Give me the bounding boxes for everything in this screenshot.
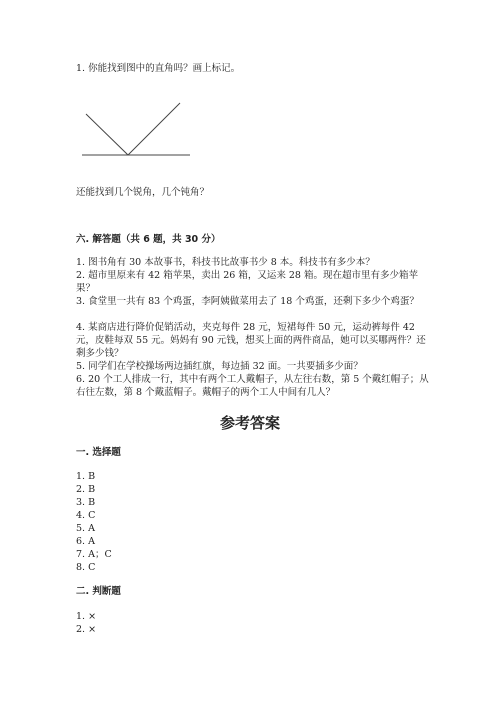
question-1-followup: 还能找到几个锐角，几个钝角？ bbox=[76, 187, 210, 198]
problem-2: 2. 超市里原来有 42 箱苹果，卖出 26 箱，又运来 28 箱。现在超市里有多少箱苹果？ bbox=[76, 270, 418, 294]
problem-6: 6. 20 个工人排成一行，其中有两个工人戴帽子，从左往右数，第 5 个戴红帽子；从右往左数，第 8 个戴蓝帽子。戴帽子的两个工人中间有几人？ bbox=[76, 374, 429, 398]
choice-answer: 8. C bbox=[76, 562, 96, 573]
choice-answer: 2. B bbox=[76, 484, 96, 495]
choice-answer: 7. A；C bbox=[76, 549, 112, 560]
choice-section-heading: 一. 选择题 bbox=[76, 447, 121, 458]
judge-section-heading: 二. 判断题 bbox=[76, 586, 121, 597]
judge-answer: 2. × bbox=[76, 624, 97, 635]
choice-answer: 1. B bbox=[76, 471, 96, 482]
choice-answer: 5. A bbox=[76, 523, 95, 534]
section-6-heading: 六. 解答题（共 6 题，共 30 分） bbox=[76, 234, 221, 245]
problem-1: 1. 图书角有 30 本故事书，科技书比故事书少 8 本。科技书有多少本？ bbox=[76, 257, 375, 268]
choice-answer: 3. B bbox=[76, 497, 96, 508]
question-1-text: 1. 你能找到图中的直角吗？画上标记。 bbox=[76, 63, 241, 74]
problem-4: 4. 某商店进行降价促销活动，夹克每件 28 元，短裙每件 50 元，运动裤每件 42 元，皮鞋每双 55 元。妈妈有 90 元钱，想买上面的两件商品，她可以买哪两件？还剩多少钱？ bbox=[76, 322, 426, 359]
left-ray bbox=[86, 114, 128, 155]
right-ray bbox=[128, 103, 180, 155]
problem-5: 5. 同学们在学校操场两边插红旗，每边插 32 面。一共要插多少面？ bbox=[76, 361, 363, 372]
judge-answer: 1. × bbox=[76, 611, 97, 622]
problem-3: 3. 食堂里一共有 83 个鸡蛋，李阿姨做菜用去了 18 个鸡蛋，还剩下多少个鸡蛋？ bbox=[76, 296, 419, 307]
choice-answer: 4. C bbox=[76, 510, 96, 521]
choice-answer: 6. A bbox=[76, 536, 95, 547]
answer-key-title: 参考答案 bbox=[219, 414, 280, 432]
